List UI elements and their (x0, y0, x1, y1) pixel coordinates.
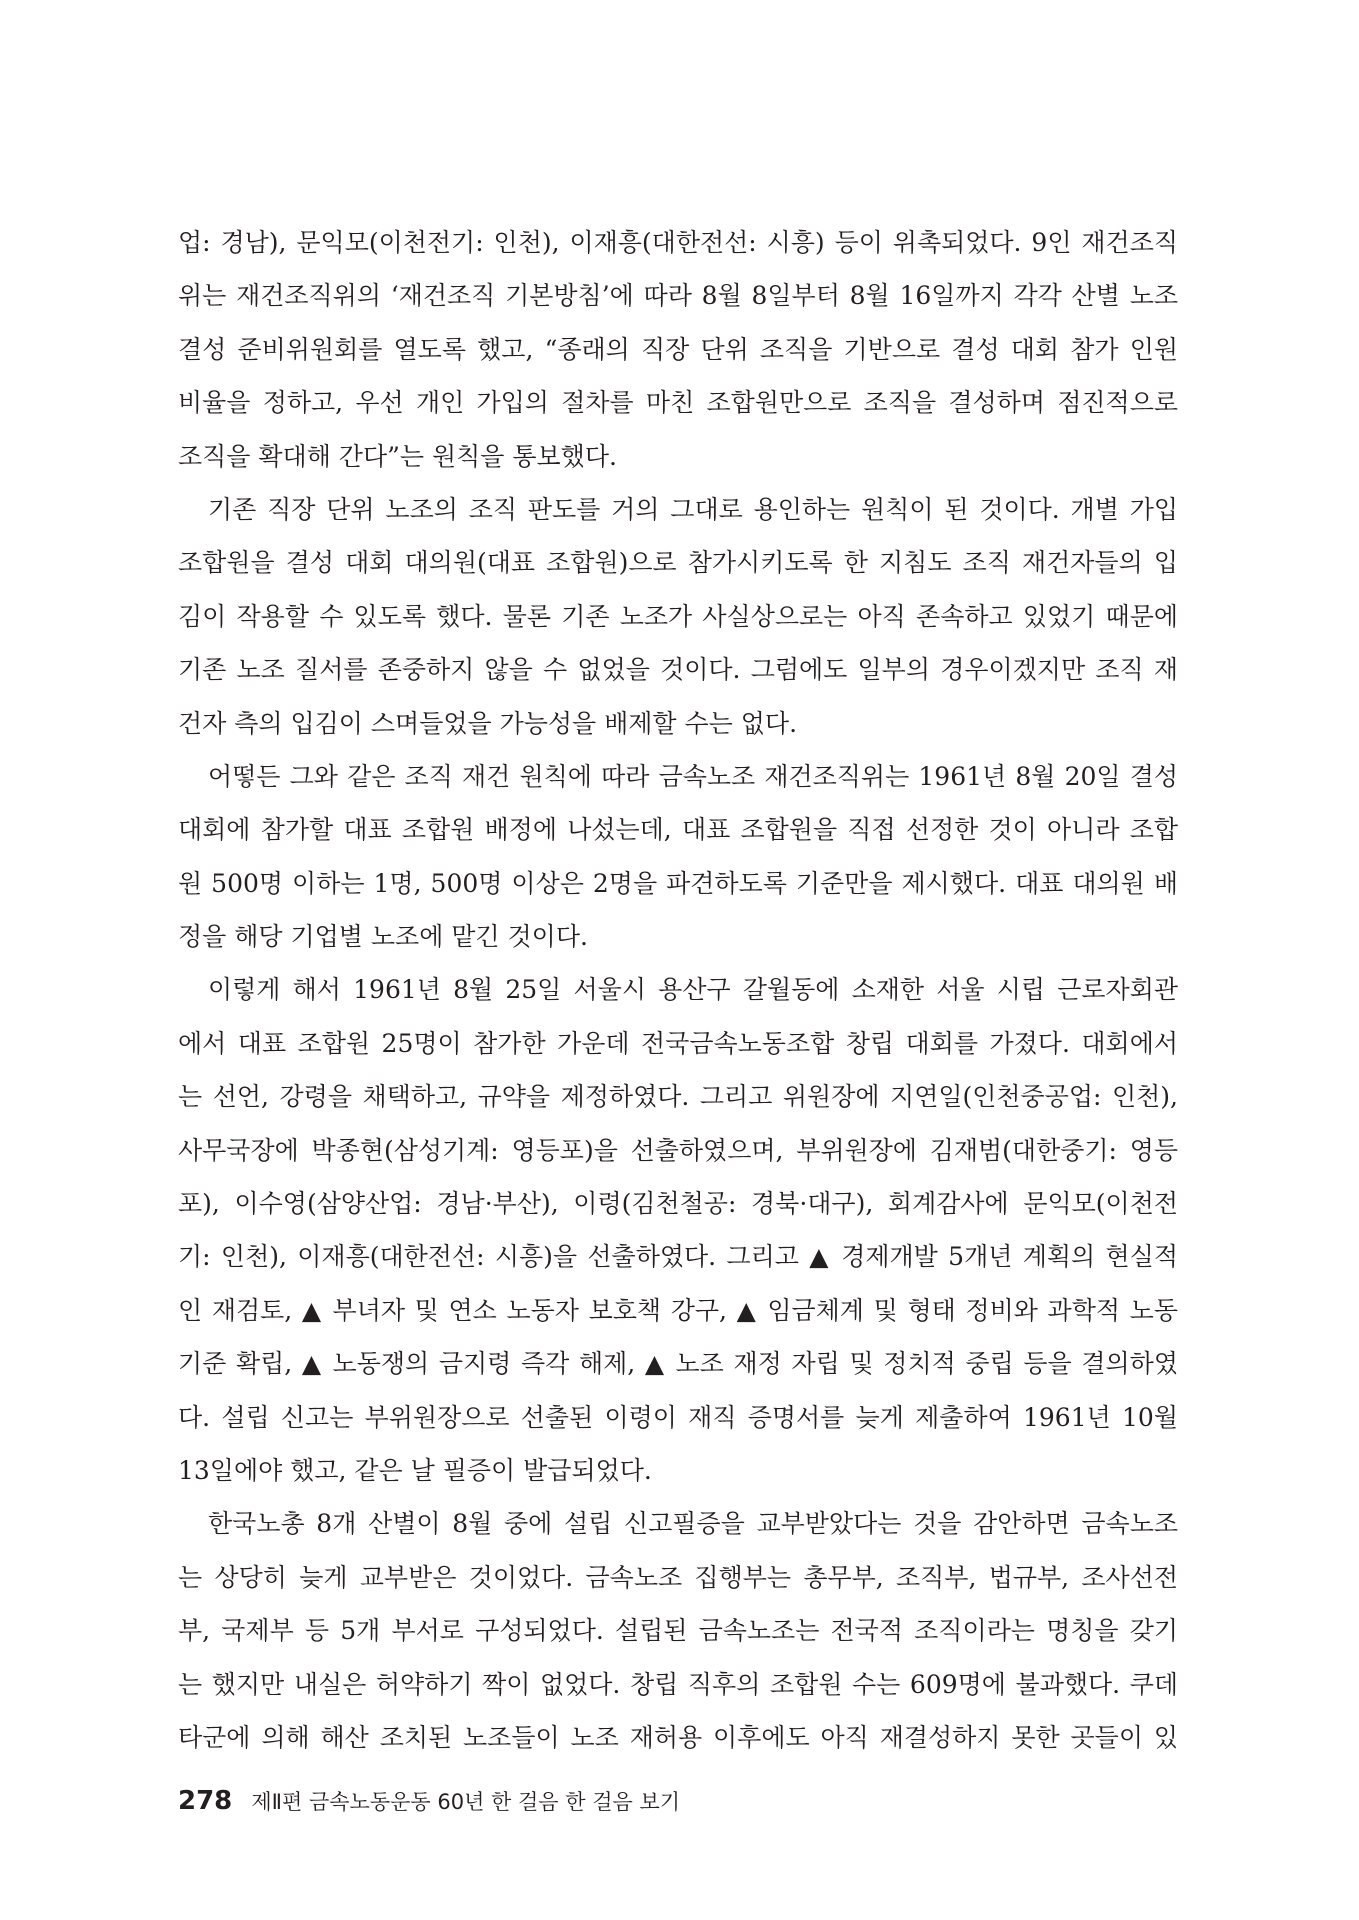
text-line: 이렇게 해서 1961년 8월 25일 서울시 용산구 갈월동에 소재한 서울 시립 근로자회관 (208, 975, 1178, 1005)
text-line: 기: 인천), 이재흥(대한전선: 시흥)을 선출하였다. 그리고 ▲ 경제개발 5개년 계획의 현실적 (178, 1242, 1178, 1272)
text-line: 위는 재건조직위의 ‘재건조직 기본방침’에 따라 8월 8일부터 8월 16일까지 각각 산별 노조 (178, 281, 1178, 311)
text-line: 업: 경남), 문익모(이천전기: 인천), 이재흥(대한전선: 시흥) 등이 위촉되었다. 9인 재건조직 (178, 228, 1178, 257)
text-line: 조합원을 결성 대회 대의원(대표 조합원)으로 참가시키도록 한 지침도 조직 재건자들의 입 (178, 548, 1178, 578)
text-line: 인 재검토, ▲ 부녀자 및 연소 노동자 보호책 강구, ▲ 임금체계 및 형태 정비와 과학적 노동 (178, 1295, 1178, 1325)
text-line: 원 500명 이하는 1명, 500명 이상은 2명을 파견하도록 기준만을 제시했다. 대표 대의원 배 (178, 868, 1178, 898)
text-line: 타군에 의해 해산 조치된 노조들이 노조 재허용 이후에도 아직 재결성하지 못한 곳들이 있 (178, 1722, 1178, 1752)
page-footer (178, 1781, 680, 1821)
text-line: 정을 해당 기업별 노조에 맡긴 것이다. (178, 922, 588, 952)
text-line: 기준 확립, ▲ 노동쟁의 금지령 즉각 해제, ▲ 노조 재정 자립 및 정치적 중립 등을 결의하였 (178, 1349, 1178, 1379)
text-line: 건자 측의 입김이 스며들었을 가능성을 배제할 수는 없다. (178, 708, 798, 738)
running-head: 제Ⅱ편 금속노동운동 60년 한 걸음 한 걸음 보기 (251, 1790, 681, 1814)
text-line: 결성 준비위원회를 열도록 했고, “종래의 직장 단위 조직을 기반으로 결성 대회 참가 인원 (178, 334, 1178, 364)
text-line: 김이 작용할 수 있도록 했다. 물론 기존 노조가 사실상으로는 아직 존속하고 있었기 때문에 (178, 601, 1178, 631)
body-text (178, 216, 1178, 1764)
paragraph-4 (178, 963, 1178, 1497)
text-line: 포), 이수영(삼양산업: 경남·부산), 이령(김천철공: 경북·대구), 회계감사에 문익모(이천전 (178, 1189, 1178, 1219)
text-line: 비율을 정하고, 우선 개인 가입의 절차를 마친 조합원만으로 조직을 결성하며 점진적으로 (178, 388, 1178, 418)
text-line: 기존 노조 질서를 존중하지 않을 수 없었을 것이다. 그럼에도 일부의 경우이겠지만 조직 재 (178, 655, 1178, 685)
text-line: 부, 국제부 등 5개 부서로 구성되었다. 설립된 금속노조는 전국적 조직이라는 명칭을 갖기 (178, 1616, 1178, 1646)
page-number: 278 (178, 1786, 233, 1816)
text-line: 조직을 확대해 간다”는 원칙을 통보했다. (178, 441, 617, 471)
text-line: 대회에 참가할 대표 조합원 배정에 나섰는데, 대표 조합원을 직접 선정한 것이 아니라 조합 (178, 815, 1178, 845)
paragraph-5 (178, 1497, 1178, 1764)
text-line: 다. 설립 신고는 부위원장으로 선출된 이령이 재직 증명서를 늦게 제출하여 1961년 10월 (178, 1402, 1178, 1432)
paragraph-3 (178, 750, 1178, 964)
text-line: 한국노총 8개 산별이 8월 중에 설립 신고필증을 교부받았다는 것을 감안하면 금속노조 (208, 1509, 1178, 1539)
text-line: 어떻든 그와 같은 조직 재건 원칙에 따라 금속노조 재건조직위는 1961년 8월 20일 결성 (208, 761, 1178, 791)
text-line: 기존 직장 단위 노조의 조직 판도를 거의 그대로 용인하는 원칙이 된 것이다. 개별 가입 (208, 494, 1178, 524)
text-line: 는 상당히 늦게 교부받은 것이었다. 금속노조 집행부는 총무부, 조직부, 법규부, 조사선전 (178, 1562, 1178, 1592)
text-line: 는 선언, 강령을 채택하고, 규약을 제정하였다. 그리고 위원장에 지연일(인천중공업: 인천), (178, 1082, 1178, 1112)
text-line: 사무국장에 박종현(삼성기계: 영등포)을 선출하였으며, 부위원장에 김재범(대한중기: 영등 (178, 1135, 1178, 1165)
paragraph-1 (178, 216, 1178, 483)
text-line: 는 했지만 내실은 허약하기 짝이 없었다. 창립 직후의 조합원 수는 609명에 불과했다. 쿠데 (178, 1669, 1178, 1699)
paragraph-2 (178, 483, 1178, 750)
text-line: 13일에야 했고, 같은 날 필증이 발급되었다. (178, 1455, 652, 1485)
text-line: 에서 대표 조합원 25명이 참가한 가운데 전국금속노동조합 창립 대회를 가졌다. 대회에서 (178, 1028, 1178, 1058)
